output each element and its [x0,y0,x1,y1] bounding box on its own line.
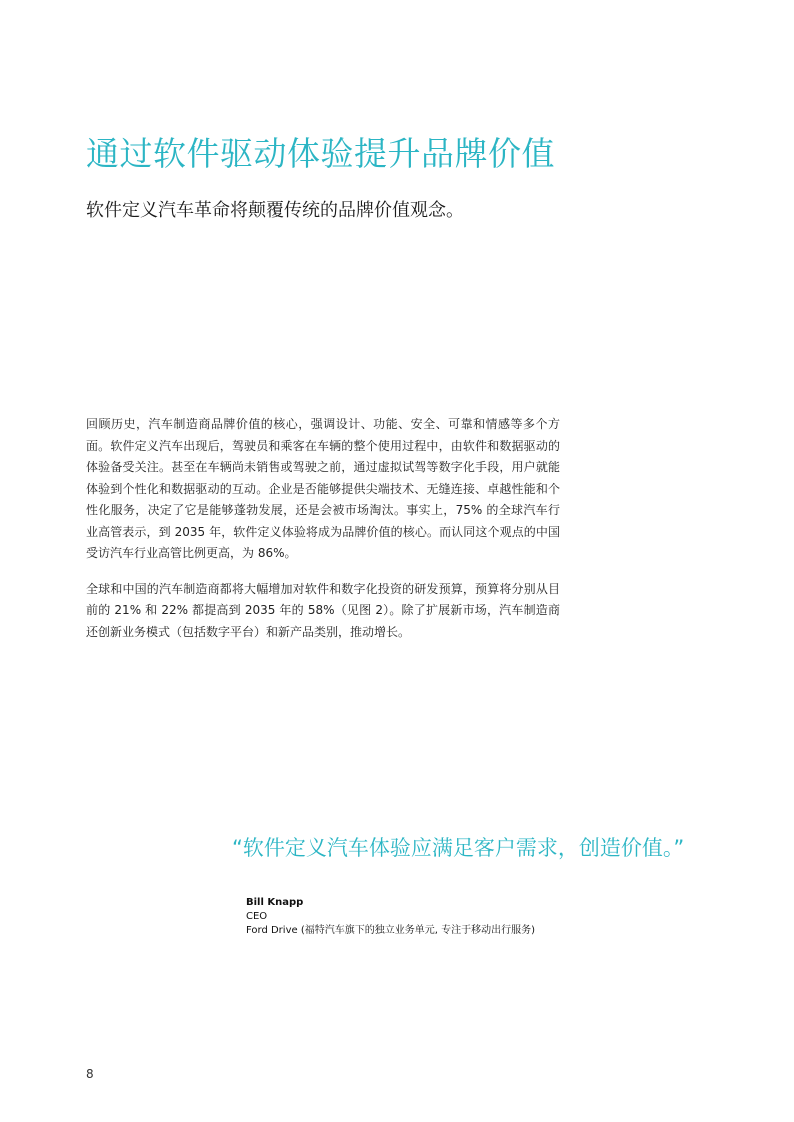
pull-quote: “软件定义汽车体验应满足客户需求，创造价值。” [232,836,685,860]
quote-attribution [246,896,666,938]
paragraph-1: 回顾历史，汽车制造商品牌价值的核心，强调设计、功能、安全、可靠和情感等多个方面。软件定义汽车出现后，驾驶员和乘客在车辆的整个使用过程中，由软件和数据驱动的体验备受关注。甚至在车辆尚未销售或驾驶之前，通过虚拟试驾等数字化手段，用户就能体验到个性化和数据驱动的互动。企业是否能够提供尖端技术、无缝连接、卓越性能和个性化服务，决定了它是能够蓬勃发展，还是会被市场淘汰。事实上，75% 的全球汽车行业高管表示，到 2035 年，软件定义体验将成为品牌价值的核心。而认同这个观点的中国受访汽车行业高管比例更高，为 86%。 [86,417,560,560]
attribution-name: Bill Knapp [246,897,304,908]
attribution-organization: Ford Drive (福特汽车旗下的独立业务单元, 专注于移动出行服务) [246,925,535,936]
page-subtitle: 软件定义汽车革命将颠覆传统的品牌价值观念。 [86,200,464,221]
page-title: 通过软件驱动体验提升品牌价值 [86,134,555,173]
paragraph-2: 全球和中国的汽车制造商都将大幅增加对软件和数字化投资的研发预算，预算将分别从目前的 21% 和 22% 都提高到 2035 年的 58%（见图 2）。除了扩展新市场，汽车制造商还创新业务模式（包括数字平台）和新产品类别，推动增长。 [86,581,560,639]
body-text [86,414,560,657]
attribution-role: CEO [246,911,268,922]
page-number: 8 [86,1067,94,1081]
